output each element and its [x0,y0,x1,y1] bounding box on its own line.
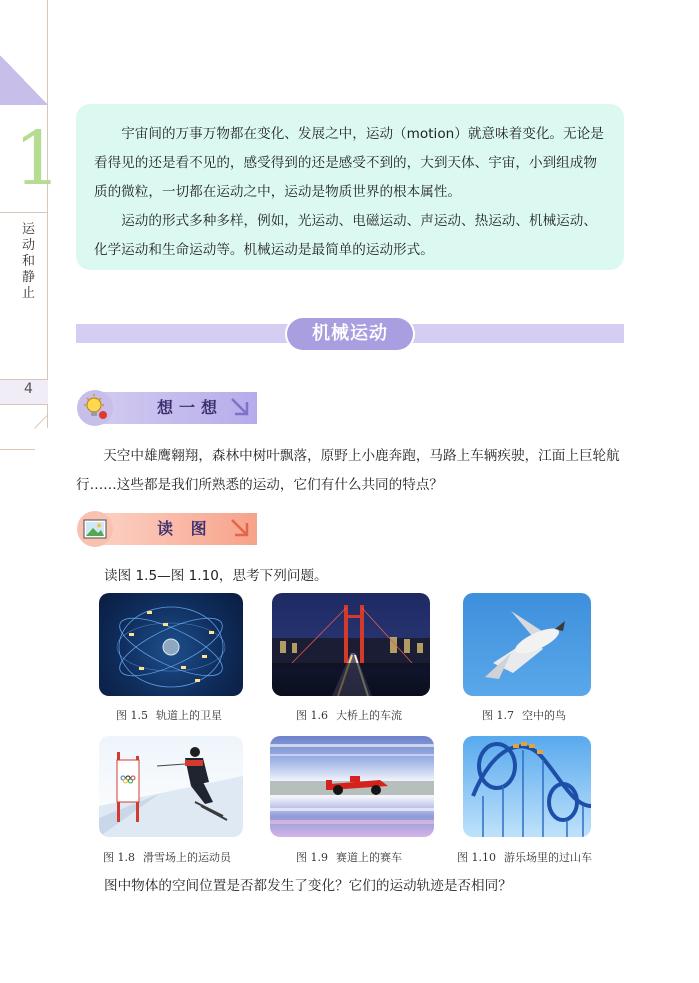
figure-number: 图 1.10 [457,851,496,864]
read-tag-label: 读 图 [157,519,213,538]
page-number: 4 [24,381,33,397]
think-tag-label: 想一想 [157,398,224,417]
figure-roller-coaster [463,736,591,837]
figure-caption [296,707,402,723]
figure-number: 图 1.6 [296,709,328,722]
bridge-traffic-image [272,593,430,696]
think-text: 天空中雄鹰翱翔，森林中树叶飘落，原野上小鹿奔跑，马路上车辆疾驶，江面上巨轮航行……这些都是我们所熟悉的运动，它们有什么共同的特点？ [76,448,620,493]
figure-caption [457,849,592,865]
figure-race-car [270,736,434,837]
think-tag-circle [77,390,113,426]
intro-box [76,104,624,270]
flying-bird-image [463,593,591,696]
chapter-title: 运动和静止 [22,222,36,301]
corner-triangle-decoration [0,55,48,105]
race-car-image [270,736,434,837]
figure-caption-text: 游乐场里的过山车 [504,851,592,864]
chapter-number: 1 [14,116,62,202]
figure-caption-text: 滑雪场上的运动员 [143,851,231,864]
figure-caption-text: 轨道上的卫星 [156,709,222,722]
figure-caption [296,849,402,865]
figure-caption-text: 大桥上的车流 [336,709,402,722]
figure-caption [116,707,222,723]
figure-number: 图 1.5 [116,709,148,722]
figure-skier [99,736,243,837]
read-tag-circle [77,511,113,547]
figure-bridge-traffic [272,593,430,696]
read-tag [77,511,257,547]
section-title: 机械运动 [287,318,413,350]
sidebar-bottom-line [0,449,35,450]
chapter-separator [0,212,48,213]
intro-paragraph-2: 运动的形式多种多样，例如，光运动、电磁运动、声运动、热运动、机械运动、化学运动和生命运动等。机械运动是最简单的运动形式。 [94,213,597,258]
figure-satellite-orbits [99,593,243,696]
figure-number: 图 1.8 [103,851,135,864]
arrow-corner-icon [229,517,251,539]
figure-flying-bird [463,593,591,696]
figure-number: 图 1.7 [482,709,514,722]
reading-question: 图中物体的空间位置是否都发生了变化？它们的运动轨迹是否相同？ [104,878,512,894]
figure-caption [103,849,231,865]
read-intro-text: 读图 1.5—图 1.10，思考下列问题。 [104,568,328,584]
figure-caption [482,707,566,723]
skier-image [99,736,243,837]
figure-caption-text: 空中的鸟 [522,709,566,722]
arrow-corner-icon [229,396,251,418]
lightbulb-icon [77,390,113,426]
think-tag [77,390,257,426]
figure-number: 图 1.9 [296,851,328,864]
picture-icon [77,511,113,547]
figure-caption-text: 赛道上的赛车 [336,851,402,864]
roller-coaster-image [463,736,591,837]
intro-paragraph-1: 宇宙间的万事万物都在变化、发展之中，运动（motion）就意味着变化。无论是看得见的还是看不见的，感受得到的还是感受不到的，大到天体、宇宙，小到组成物质的微粒，一切都在运动之中，运动是物质世界的根本属性。 [94,126,604,200]
satellite-orbit-image [99,593,243,696]
